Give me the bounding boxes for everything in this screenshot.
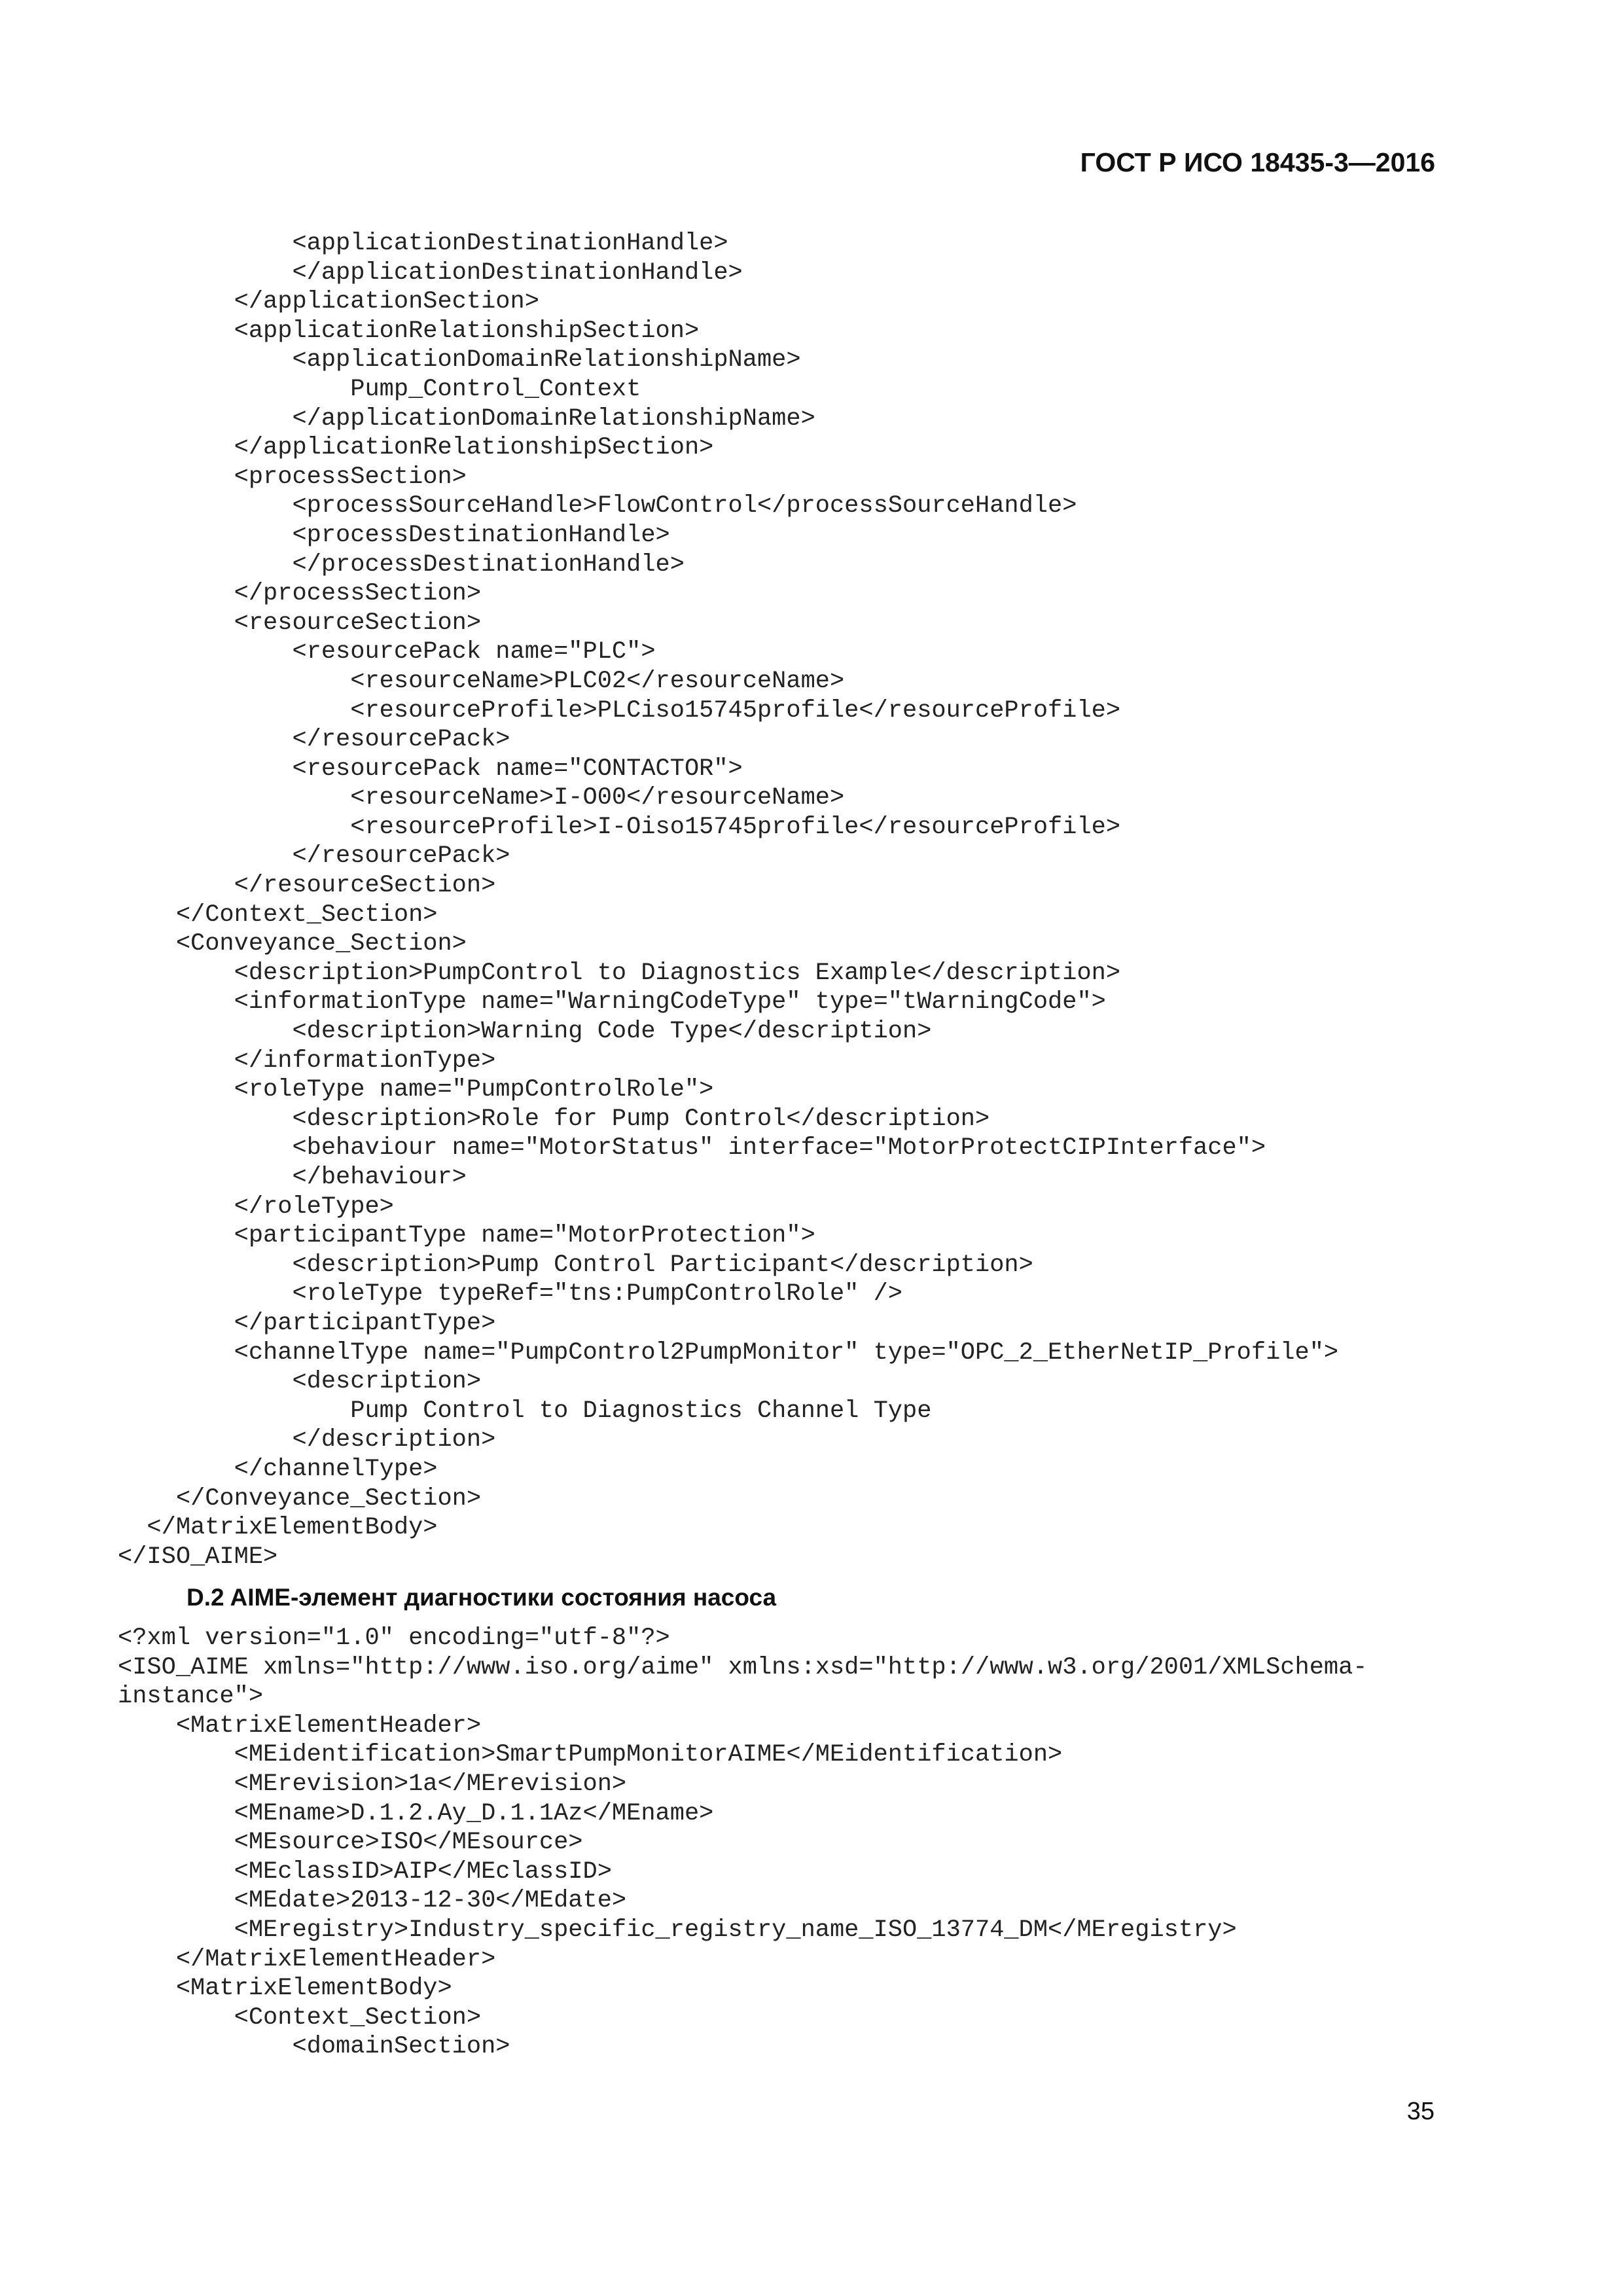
code-line: </Conveyance_Section>	[118, 1484, 482, 1513]
code-line: <domainSection>	[118, 2033, 510, 2061]
code-line: <MatrixElementHeader>	[118, 1712, 482, 1740]
code-line: </ISO_AIME>	[118, 1543, 278, 1571]
code-line: <applicationDomainRelationshipName>	[118, 346, 801, 374]
code-line: </MatrixElementHeader>	[118, 1945, 496, 1973]
code-line: </resourceSection>	[118, 872, 496, 900]
code-line: </resourcePack>	[118, 726, 510, 754]
code-line: </Context_Section>	[118, 901, 438, 929]
code-line: <participantType name="MotorProtection">	[118, 1222, 815, 1250]
code-line: <description>Role for Pump Control</description>	[118, 1105, 990, 1133]
code-line: <roleType name="PumpControlRole">	[118, 1076, 714, 1104]
code-line: <processDestinationHandle>	[118, 521, 670, 549]
code-line: <processSection>	[118, 463, 467, 491]
code-line: <resourceSection>	[118, 609, 482, 637]
code-line: <applicationRelationshipSection>	[118, 317, 700, 345]
code-line: <MEidentification>SmartPumpMonitorAIME</MEidentification>	[118, 1741, 1063, 1769]
code-line: <Context_Section>	[118, 2003, 482, 2032]
xml-code-block-2	[118, 1624, 1492, 2062]
code-line: <resourcePack name="CONTACTOR">	[118, 755, 743, 783]
code-line: <MatrixElementBody>	[118, 1975, 452, 2003]
code-line: <informationType name="WarningCodeType" type="tWarningCode">	[118, 988, 1106, 1016]
code-line: <MErevision>1a</MErevision>	[118, 1770, 627, 1798]
code-line: </informationType>	[118, 1047, 496, 1075]
code-line: </channelType>	[118, 1455, 438, 1483]
code-line: <MEname>D.1.2.Ay_D.1.1Az</MEname>	[118, 1799, 714, 1827]
code-line: <resourceProfile>I-Oiso15745profile</resourceProfile>	[118, 813, 1121, 841]
code-line: <MEclassID>AIP</MEclassID>	[118, 1857, 612, 1886]
code-line: </description>	[118, 1426, 496, 1454]
code-line: <ISO_AIME xmlns="http://www.iso.org/aime" xmlns:xsd="http://www.w3.org/2001/XMLSchema-	[118, 1653, 1368, 1681]
code-line: <resourcePack name="PLC">	[118, 638, 656, 666]
code-line: <description>PumpControl to Diagnostics Example</description>	[118, 959, 1121, 987]
document-header: ГОСТ Р ИСО 18435-3—2016	[1080, 147, 1435, 177]
code-line: </applicationSection>	[118, 288, 539, 316]
code-line: <applicationDestinationHandle>	[118, 230, 728, 257]
code-line: </resourcePack>	[118, 842, 510, 870]
code-line: <?xml version="1.0" encoding="utf-8"?>	[118, 1624, 670, 1652]
code-line: <MEregistry>Industry_specific_registry_name_ISO_13774_DM</MEregistry>	[118, 1916, 1237, 1944]
code-line: <resourceName>PLC02</resourceName>	[118, 667, 845, 695]
code-line: <Conveyance_Section>	[118, 930, 467, 958]
code-line: <roleType typeRef="tns:PumpControlRole" />	[118, 1280, 902, 1308]
code-line: <behaviour name="MotorStatus" interface="MotorProtectCIPInterface">	[118, 1134, 1266, 1162]
code-line: Pump Control to Diagnostics Channel Type	[118, 1397, 932, 1425]
code-line: </processSection>	[118, 580, 482, 608]
code-line: <processSourceHandle>FlowControl</processSourceHandle>	[118, 492, 1077, 520]
section-heading: D.2 AIME-элемент диагностики состояния насоса	[187, 1584, 777, 1611]
code-line: <channelType name="PumpControl2PumpMonitor" type="OPC_2_EtherNetIP_Profile">	[118, 1338, 1339, 1367]
code-line: </applicationDomainRelationshipName>	[118, 404, 815, 433]
xml-code-block-1	[118, 229, 1492, 1571]
code-line: </participantType>	[118, 1309, 496, 1337]
code-line: <description>Warning Code Type</description>	[118, 1018, 932, 1046]
code-line: </MatrixElementBody>	[118, 1514, 438, 1542]
page-number: 35	[1406, 2098, 1435, 2125]
code-line: Pump_Control_Context	[118, 375, 641, 403]
code-line: <description>	[118, 1368, 482, 1396]
code-line: <description>Pump Control Participant</description>	[118, 1251, 1033, 1279]
code-line: <MEdate>2013-12-30</MEdate>	[118, 1887, 627, 1915]
code-line: </roleType>	[118, 1193, 394, 1221]
code-line: <resourceProfile>PLCiso15745profile</resourceProfile>	[118, 696, 1121, 725]
code-line: </applicationRelationshipSection>	[118, 434, 714, 462]
code-line: </applicationDestinationHandle>	[118, 259, 743, 287]
code-line: </behaviour>	[118, 1164, 467, 1191]
code-line: <resourceName>I-O00</resourceName>	[118, 784, 845, 812]
code-line: instance">	[118, 1683, 264, 1711]
code-line: <MEsource>ISO</MEsource>	[118, 1829, 583, 1857]
code-line: </processDestinationHandle>	[118, 550, 685, 579]
